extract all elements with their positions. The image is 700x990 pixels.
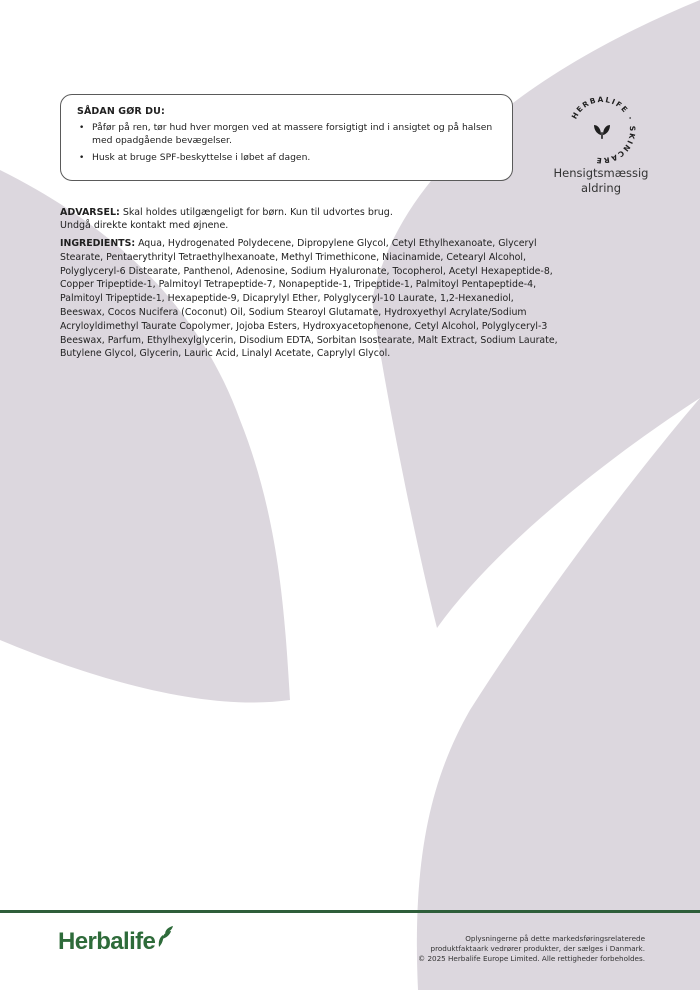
disclaimer-line3: © 2025 Herbalife Europe Limited. Alle rettigheder forbeholdes. bbox=[417, 954, 645, 963]
warning-line1: Skal holdes utilgængeligt for børn. Kun til udvortes brug. bbox=[122, 207, 393, 218]
ingredients-text: Aqua, Hydrogenated Polydecene, Dipropylene Glycol, Cetyl Ethylhexanoate, Glyceryl Stearate, Pentaerythrityl Tetraethylhexanoate, Methyl Trimethicone, Niacinamide, Cetearyl Alcohol, Polyglyceryl-6 Distearate, Panthenol, Adenosine, Sodium Hyaluronate, Tocopherol, Acetyl Hexapeptide-8, Copper Tripeptide-1, Palmitoyl Tetrapeptide-7, Nonapeptide-1, Tripeptide-1, Palmitoyl Pentapeptide-4, Palmitoyl Tripeptide-1, Hexapeptide-9, Dicaprylyl Ether, Polyglyceryl-10 Laurate, 1,2-Hexanediol, Beeswax, Cocos Nucifera (Coconut) Oil, Sodium Stearoyl Glutamate, Hydroxyethyl Acrylate/Sodium Acryloyldimethyl Taurate Copolymer, Jojoba Esters, Hydroxyacetophenone, Cetyl Alcohol, Polyglyceryl-3 Beeswax, Parfum, Ethylhexylglycerin, Disodium EDTA, Sorbitan Isostearate, Malt Extract, Sodium Laurate, Butylene Glycol, Glycerin, Lauric Acid, Linalyl Acetate, Caprylyl Glycol. bbox=[60, 238, 558, 360]
logo-leaf-icon bbox=[153, 925, 175, 949]
bullet-icon: • bbox=[79, 123, 85, 133]
warning-section bbox=[60, 207, 560, 232]
bullet-icon: • bbox=[79, 153, 85, 163]
herbalife-skincare-badge-icon bbox=[560, 88, 644, 172]
ingredients-label: INGREDIENTS: bbox=[60, 238, 136, 249]
badge-caption bbox=[545, 166, 657, 196]
herbalife-logo bbox=[58, 922, 175, 962]
how-to-step-text: Påfør på ren, tør hud hver morgen ved at massere forsigtigt ind i ansigtet og på halsen med opadgående bevægelser. bbox=[92, 122, 493, 146]
how-to-step-text: Husk at bruge SPF-beskyttelse i løbet af dagen. bbox=[92, 152, 311, 163]
how-to-step bbox=[77, 152, 498, 165]
disclaimer-line1: Oplysningerne på dette markedsføringsrelaterede bbox=[465, 934, 645, 943]
footer-divider bbox=[0, 910, 700, 913]
how-to-step bbox=[77, 122, 498, 147]
how-to-list bbox=[77, 122, 498, 165]
ingredients-section bbox=[60, 237, 560, 361]
leaf-sprout-icon bbox=[594, 125, 610, 139]
warning-line2: Undgå direkte kontakt med øjnene. bbox=[60, 219, 229, 231]
badge-caption-line2: aldring bbox=[580, 181, 622, 195]
svg-text:HERBALIFE · SKINCARE bbox=[570, 95, 637, 165]
how-to-box bbox=[60, 94, 513, 181]
warning-label: ADVARSEL: bbox=[60, 207, 120, 218]
disclaimer-line2: produktfaktaark vedrører produkter, der sælges i Danmark. bbox=[430, 944, 645, 953]
footer-disclaimer bbox=[345, 934, 645, 964]
badge-caption-line1: Hensigtsmæssig bbox=[553, 166, 649, 180]
badge-ring-text: HERBALIFE · SKINCARE bbox=[569, 94, 638, 166]
how-to-title: SÅDAN GØR DU: bbox=[77, 106, 165, 117]
logo-text: Herbalife bbox=[58, 928, 156, 955]
